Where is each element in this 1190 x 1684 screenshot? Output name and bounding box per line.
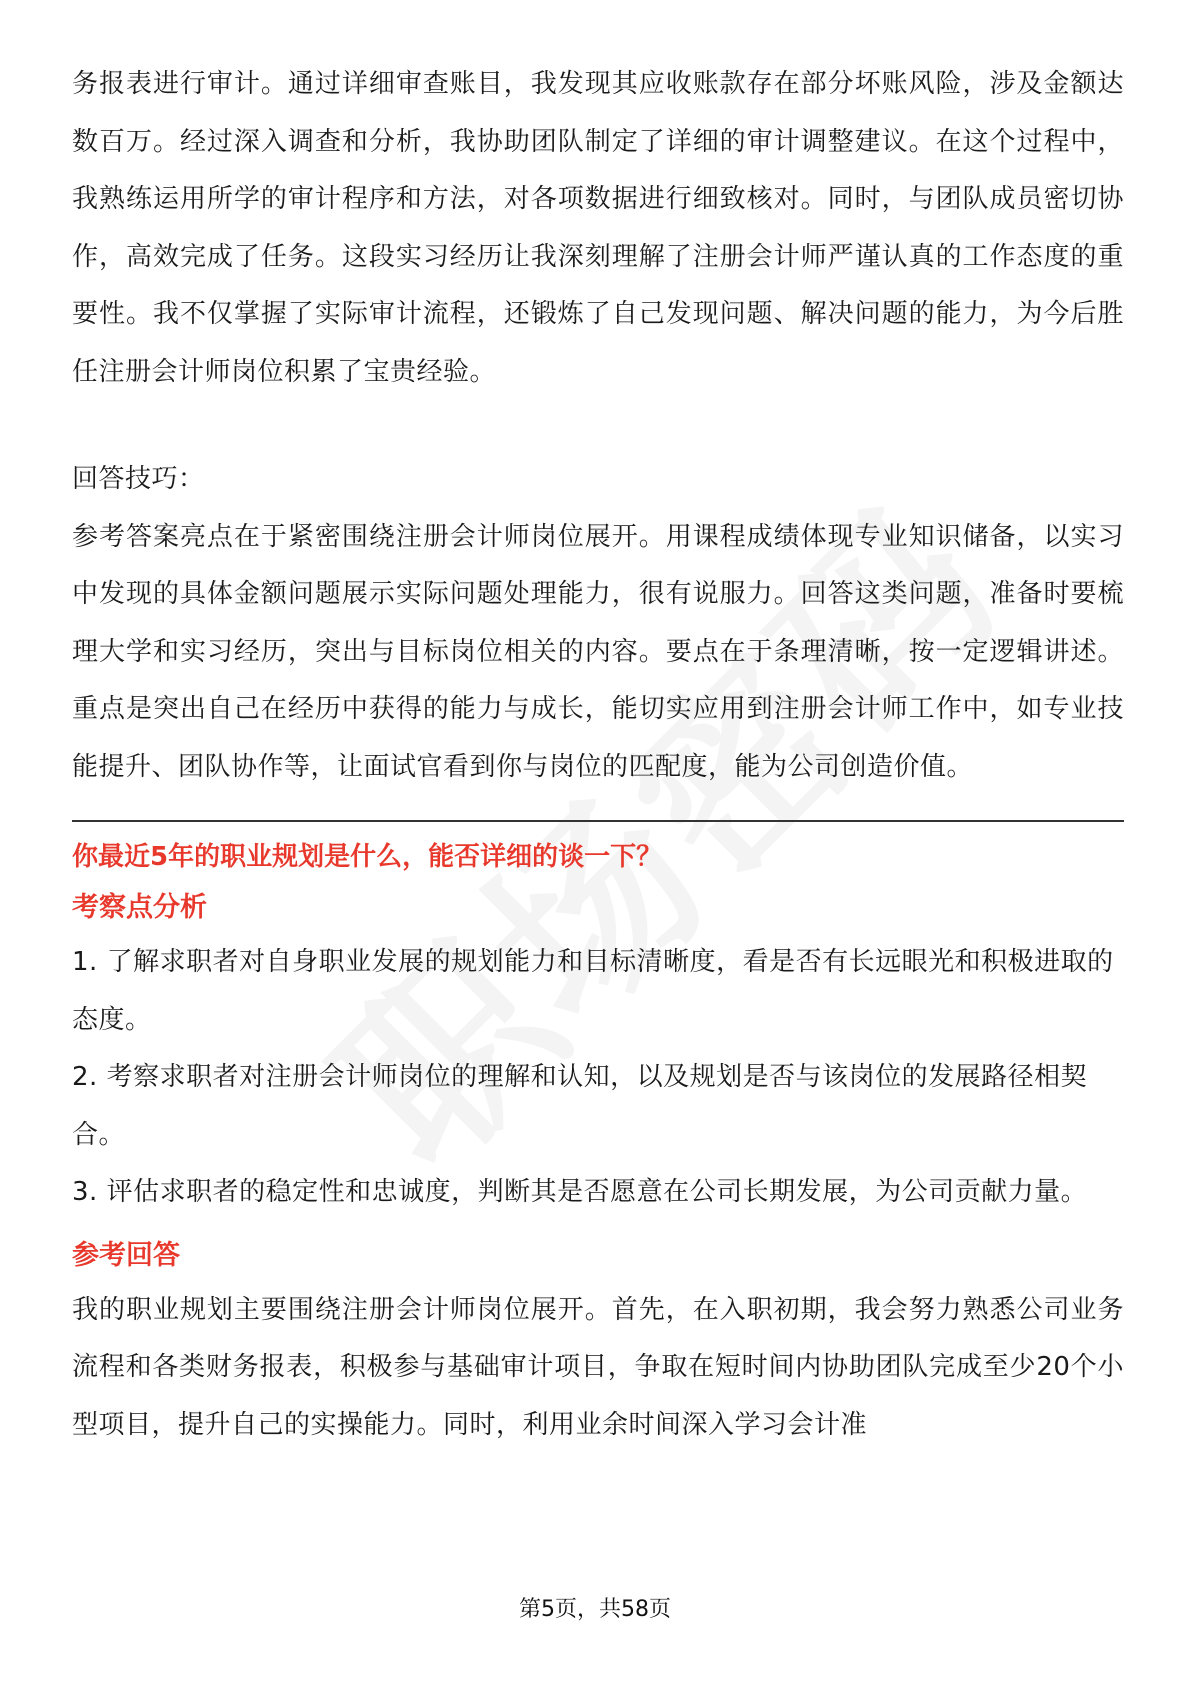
answer-text: 我的职业规划主要围绕注册会计师岗位展开。首先，在入职初期，我会努力熟悉公司业务流程和各类财务报表，积极参与基础审计项目，争取在短时间内协助团队完成至少20个小型项目，提升自己的实操能力。同时，利用业余时间深入学习会计准 <box>72 1294 1124 1440</box>
analysis-heading: 考察点分析 <box>72 892 207 923</box>
question-title: 你最近5年的职业规划是什么，能否详细的谈一下？ <box>72 842 663 872</box>
spacer <box>72 401 1124 451</box>
analysis-item-1: 1. 了解求职者对自身职业发展的规划能力和目标清晰度，看是否有长远眼光和积极进取的态度。 <box>72 947 1114 1035</box>
answer-heading: 参考回答 <box>72 1239 180 1271</box>
spacer <box>72 1222 1124 1230</box>
tips-text: 参考答案亮点在于紧密围绕注册会计师岗位展开。用课程成绩体现专业知识储备，以实习中发现的具体金额问题展示实际问题处理能力，很有说服力。回答这类问题，准备时要梳理大学和实习经历，突出与目标岗位相关的内容。要点在于条理清晰，按一定逻辑讲述。重点是突出自己在经历中获得的能力与成长，能切实应用到注册会计师工作中，如专业技能提升、团队协作等，让面试官看到你与岗位的匹配度，能为公司创造价值。 <box>72 521 1124 782</box>
page-number: 第5页，共58页 <box>519 1597 671 1622</box>
tips-label: 回答技巧： <box>72 464 205 494</box>
analysis-item-2: 2. 考察求职者对注册会计师岗位的理解和认知，以及规划是否与该岗位的发展路径相契合。 <box>72 1062 1088 1150</box>
page-content <box>72 56 1124 1454</box>
section-divider <box>72 820 1124 822</box>
analysis-item-3: 3. 评估求职者的稳定性和忠诚度，判断其是否愿意在公司长期发展，为公司贡献力量。 <box>72 1177 1088 1207</box>
intro-paragraph: 务报表进行审计。通过详细审查账目，我发现其应收账款存在部分坏账风险，涉及金额达数百万。经过深入调查和分析，我协助团队制定了详细的审计调整建议。在这个过程中，我熟练运用所学的审计程序和方法，对各项数据进行细致核对。同时，与团队成员密切协作，高效完成了任务。这段实习经历让我深刻理解了注册会计师严谨认真的工作态度的重要性。我不仅掌握了实际审计流程，还锻炼了自己发现问题、解决问题的能力，为今后胜任注册会计师岗位积累了宝贵经验。 <box>72 69 1124 387</box>
